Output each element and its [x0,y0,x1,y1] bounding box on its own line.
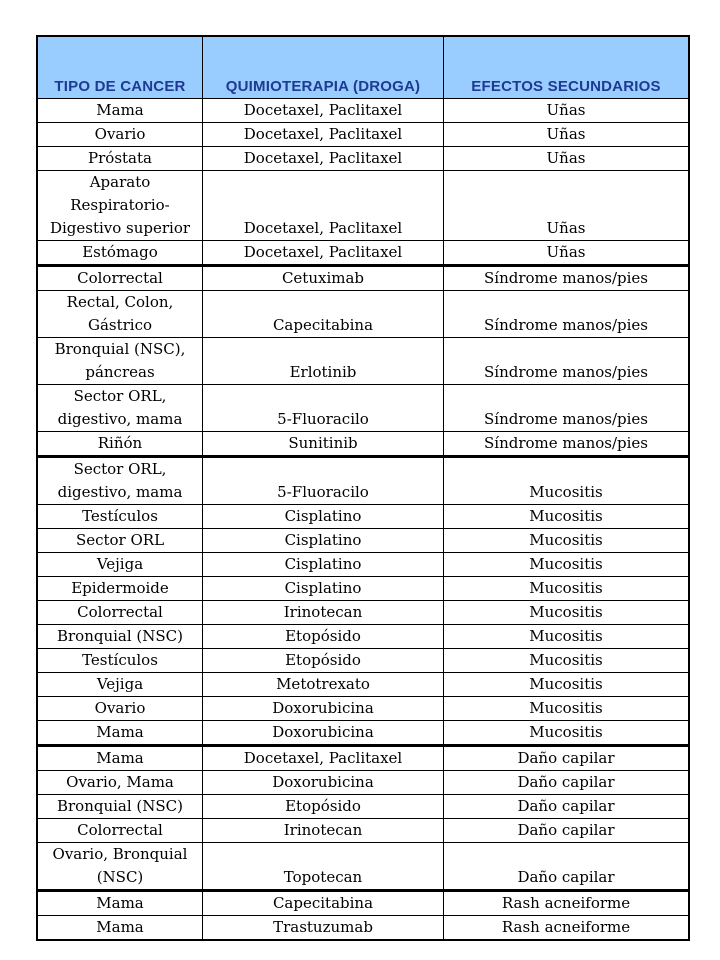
cancer-type-cell: Ovario [37,123,203,147]
side-effect-cell: Rash acneiforme [444,891,690,916]
cancer-type-cell: Testículos [37,505,203,529]
table-row [37,795,689,819]
side-effect-cell: Síndrome manos/pies [444,338,690,385]
table-body [37,99,689,941]
side-effect-cell: Uñas [444,99,690,123]
drug-cell: Docetaxel, Paclitaxel [203,99,444,123]
table-row [37,291,689,338]
chemo-side-effects-table [36,35,690,941]
cancer-type-cell: Mama [37,721,203,746]
table-row [37,916,689,941]
side-effect-cell: Síndrome manos/pies [444,385,690,432]
cancer-type-cell: Colorrectal [37,266,203,291]
cancer-type-cell: Sector ORL [37,529,203,553]
drug-cell: Irinotecan [203,819,444,843]
side-effect-cell: Daño capilar [444,795,690,819]
side-effect-cell: Mucositis [444,721,690,746]
cancer-type-cell: Ovario, Bronquial (NSC) [37,843,203,891]
side-effect-cell: Mucositis [444,553,690,577]
cancer-type-cell: Bronquial (NSC) [37,625,203,649]
table-row [37,99,689,123]
side-effect-cell: Daño capilar [444,746,690,771]
cancer-type-cell: Vejiga [37,553,203,577]
header-efectos-secundarios: EFECTOS SECUNDARIOS [444,36,690,99]
cancer-type-cell: Mama [37,916,203,941]
cancer-type-cell: Mama [37,891,203,916]
drug-cell: 5-Fluoracilo [203,457,444,505]
side-effect-cell: Mucositis [444,457,690,505]
table-row [37,649,689,673]
table-row [37,241,689,266]
drug-cell: Sunitinib [203,432,444,457]
drug-cell: Etopósido [203,649,444,673]
side-effect-cell: Daño capilar [444,843,690,891]
table-row [37,746,689,771]
drug-cell: Irinotecan [203,601,444,625]
side-effect-cell: Mucositis [444,673,690,697]
side-effect-cell: Síndrome manos/pies [444,432,690,457]
drug-cell: Docetaxel, Paclitaxel [203,147,444,171]
header-row [37,36,689,99]
side-effect-cell: Mucositis [444,529,690,553]
side-effect-cell: Mucositis [444,577,690,601]
table-row [37,625,689,649]
drug-cell: Docetaxel, Paclitaxel [203,746,444,771]
side-effect-cell: Daño capilar [444,771,690,795]
side-effect-cell: Síndrome manos/pies [444,266,690,291]
drug-cell: Cisplatino [203,553,444,577]
table-row [37,553,689,577]
table-row [37,385,689,432]
drug-cell: Cisplatino [203,505,444,529]
cancer-type-cell: Vejiga [37,673,203,697]
drug-cell: Doxorubicina [203,697,444,721]
cancer-type-cell: Riñón [37,432,203,457]
drug-cell: Docetaxel, Paclitaxel [203,123,444,147]
table-row [37,457,689,505]
side-effect-cell: Uñas [444,147,690,171]
drug-cell: Erlotinib [203,338,444,385]
drug-cell: Topotecan [203,843,444,891]
cancer-type-cell: Ovario [37,697,203,721]
cancer-type-cell: Bronquial (NSC), páncreas [37,338,203,385]
side-effect-cell: Mucositis [444,649,690,673]
table-row [37,432,689,457]
table-row [37,891,689,916]
cancer-type-cell: Mama [37,99,203,123]
drug-cell: Etopósido [203,795,444,819]
drug-cell: Cisplatino [203,577,444,601]
cancer-type-cell: Colorrectal [37,601,203,625]
side-effect-cell: Mucositis [444,505,690,529]
drug-cell: Trastuzumab [203,916,444,941]
side-effect-cell: Síndrome manos/pies [444,291,690,338]
drug-cell: Capecitabina [203,291,444,338]
table-row [37,123,689,147]
cancer-type-cell: Aparato Respiratorio- Digestivo superior [37,171,203,241]
side-effect-cell: Uñas [444,241,690,266]
cancer-type-cell: Bronquial (NSC) [37,795,203,819]
header-quimioterapia: QUIMIOTERAPIA (DROGA) [203,36,444,99]
table-row [37,577,689,601]
cancer-type-cell: Colorrectal [37,819,203,843]
table-row [37,697,689,721]
table-row [37,529,689,553]
cancer-type-cell: Mama [37,746,203,771]
table-row [37,721,689,746]
drug-cell: Docetaxel, Paclitaxel [203,171,444,241]
table-row [37,505,689,529]
side-effect-cell: Mucositis [444,697,690,721]
cancer-type-cell: Ovario, Mama [37,771,203,795]
side-effect-cell: Uñas [444,123,690,147]
table-row [37,819,689,843]
side-effect-cell: Mucositis [444,601,690,625]
header-tipo-de-cancer: TIPO DE CANCER [37,36,203,99]
drug-cell: Etopósido [203,625,444,649]
drug-cell: Doxorubicina [203,721,444,746]
table-row [37,171,689,241]
cancer-type-cell: Sector ORL, digestivo, mama [37,457,203,505]
table-row [37,843,689,891]
cancer-type-cell: Epidermoide [37,577,203,601]
drug-cell: Docetaxel, Paclitaxel [203,241,444,266]
table-row [37,266,689,291]
drug-cell: Capecitabina [203,891,444,916]
cancer-type-cell: Rectal, Colon, Gástrico [37,291,203,338]
cancer-type-cell: Testículos [37,649,203,673]
cancer-type-cell: Estómago [37,241,203,266]
drug-cell: Doxorubicina [203,771,444,795]
side-effect-cell: Mucositis [444,625,690,649]
table-row [37,338,689,385]
cancer-type-cell: Sector ORL, digestivo, mama [37,385,203,432]
drug-cell: Cisplatino [203,529,444,553]
drug-cell: 5-Fluoracilo [203,385,444,432]
drug-cell: Metotrexato [203,673,444,697]
side-effect-cell: Rash acneiforme [444,916,690,941]
table-row [37,673,689,697]
cancer-type-cell: Próstata [37,147,203,171]
table-row [37,147,689,171]
side-effect-cell: Uñas [444,171,690,241]
side-effect-cell: Daño capilar [444,819,690,843]
table-row [37,601,689,625]
drug-cell: Cetuximab [203,266,444,291]
table-row [37,771,689,795]
